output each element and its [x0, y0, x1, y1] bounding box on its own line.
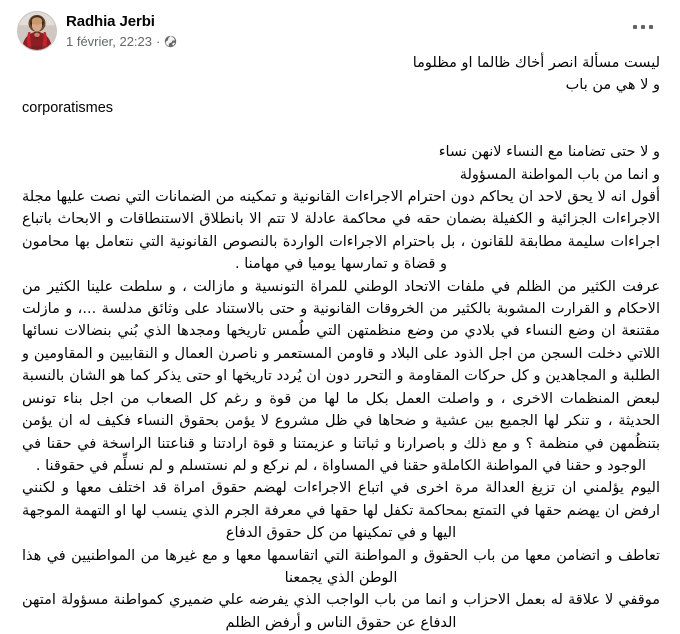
- post-paragraph-position: موقفي لا علاقة له بعمل الاحزاب و انما من باب الواجب الذي يفرضه علي ضميري كمواطنة مسؤولة امتهن الدفاع عن حقوق الناس و أرفض الظلم: [22, 592, 660, 631]
- post-paragraph-legal: أقول انه لا يحق لاحد ان يحاكم دون احترام الاجراءات القانونية و تمكينه من الضمانات التي نصت عليها مجلة الاجراءات الجزائية و الكفيلة بضمان حقه في محاكمة عادلة لا تتم الا بانطلاق الاستنطاقات و الابحاث باتباع اجراءات سليمة مطابقة للقانون ، بل باحترام الاجراءات الواردة بالنصوص القانونية التي نتعامل بها محامون و قضاة و تمارسها يوميا في مهامنا .: [22, 189, 660, 273]
- avatar[interactable]: [17, 11, 57, 51]
- post-author-block: [66, 11, 177, 50]
- globe-icon[interactable]: [164, 35, 177, 48]
- post-paragraph-history: عرفت الكثير من الظلم في ملفات الاتحاد الوطني للمراة التونسية و مازالت ، و سلطت علينا الكثير من الاحكام و القرارت المشوبة بالكثير من الخروقات القانونية و حتى بالاستناد على وثائق مدلسة ...، و مازلت مقتنعة ان وضع النساء في بلادي من وضع منظمتهن التي طُمس تاريخها ومجدها الذي بُني بنضالات نسائها اللاتي دخلت السجن من اجل الذود على البلاد و قاومن المستعمر و ناصرن العمال و النقابيين و المقاومين و الطلبة و المجاهدين و كل حركات المقاومة و التحرر دون ان يُردد تاريخها او حتى يذكر كما هو الشان بالنسبة لبعض المنظمات الاخرى ، و واصلت العمل بكل ما لها من قوة و رغم كل الصعاب من اجل بناء تونس الحديثة ، و تنكر لها الجميع بين عشية و ضحاها في ظل مشروع لا يؤمن بحقوق النساء فكيف له ان يؤمن بتنظُمهن في منظمة ؟ و مع ذلك و باصرارنا و ثباتنا و عزيمتنا و قوة ارادتنا و قناعتنا الراسخة في حقنا في الوجود و حقنا في المواطنة الكاملةو حقنا في المساواة ، لم نركع و لم نستسلم و لم نسلِّم في حقوقنا .: [22, 278, 660, 474]
- meta-separator: ·: [156, 34, 161, 49]
- dot-3: [649, 25, 653, 29]
- post-options-button[interactable]: [626, 18, 660, 36]
- post-paragraph-solidarity: تعاطف و اتضامن معها من باب الحقوق و المواطنة التي اتقاسمها معها و مع غيرها من المواطنيين في هذا الوطن الذي يجمعنا: [22, 547, 660, 586]
- post-header: [0, 0, 680, 52]
- post-line-2-corporatismes: corporatismes: [22, 99, 114, 116]
- dot-2: [641, 25, 645, 29]
- post-timestamp[interactable]: 1 février, 22:23: [66, 34, 152, 49]
- post-line-0: ليست مسألة انصر أخاك ظالما او مظلوما: [412, 55, 660, 71]
- post-line-3: و لا حتى تضامنا مع النساء لانهن نساء: [438, 144, 660, 161]
- post-paragraph-justice: اليوم يؤلمني ان تزيغ العدالة مرة اخرى في اتباع الاجراءات لهضم حقوق امراة قد اختلف معها و لكنني ارفض ان يهضم حقها في التمتع بمحاكمة تكفل لها حقها في معرفة الجرم الذي ينسب لها او التهمة الموجهة اليها و في تمكينها من كل حقوق الدفاع: [22, 480, 660, 542]
- paragraph-spacer-1: [22, 119, 660, 141]
- post-line-4: و انما من باب المواطنة المسؤولة: [459, 166, 660, 183]
- post-line-1: و لا هي من باب: [565, 77, 660, 94]
- post-meta: [66, 33, 177, 50]
- dot-1: [633, 25, 637, 29]
- author-name[interactable]: Radhia Jerbi: [66, 13, 155, 30]
- post-content: [0, 52, 680, 634]
